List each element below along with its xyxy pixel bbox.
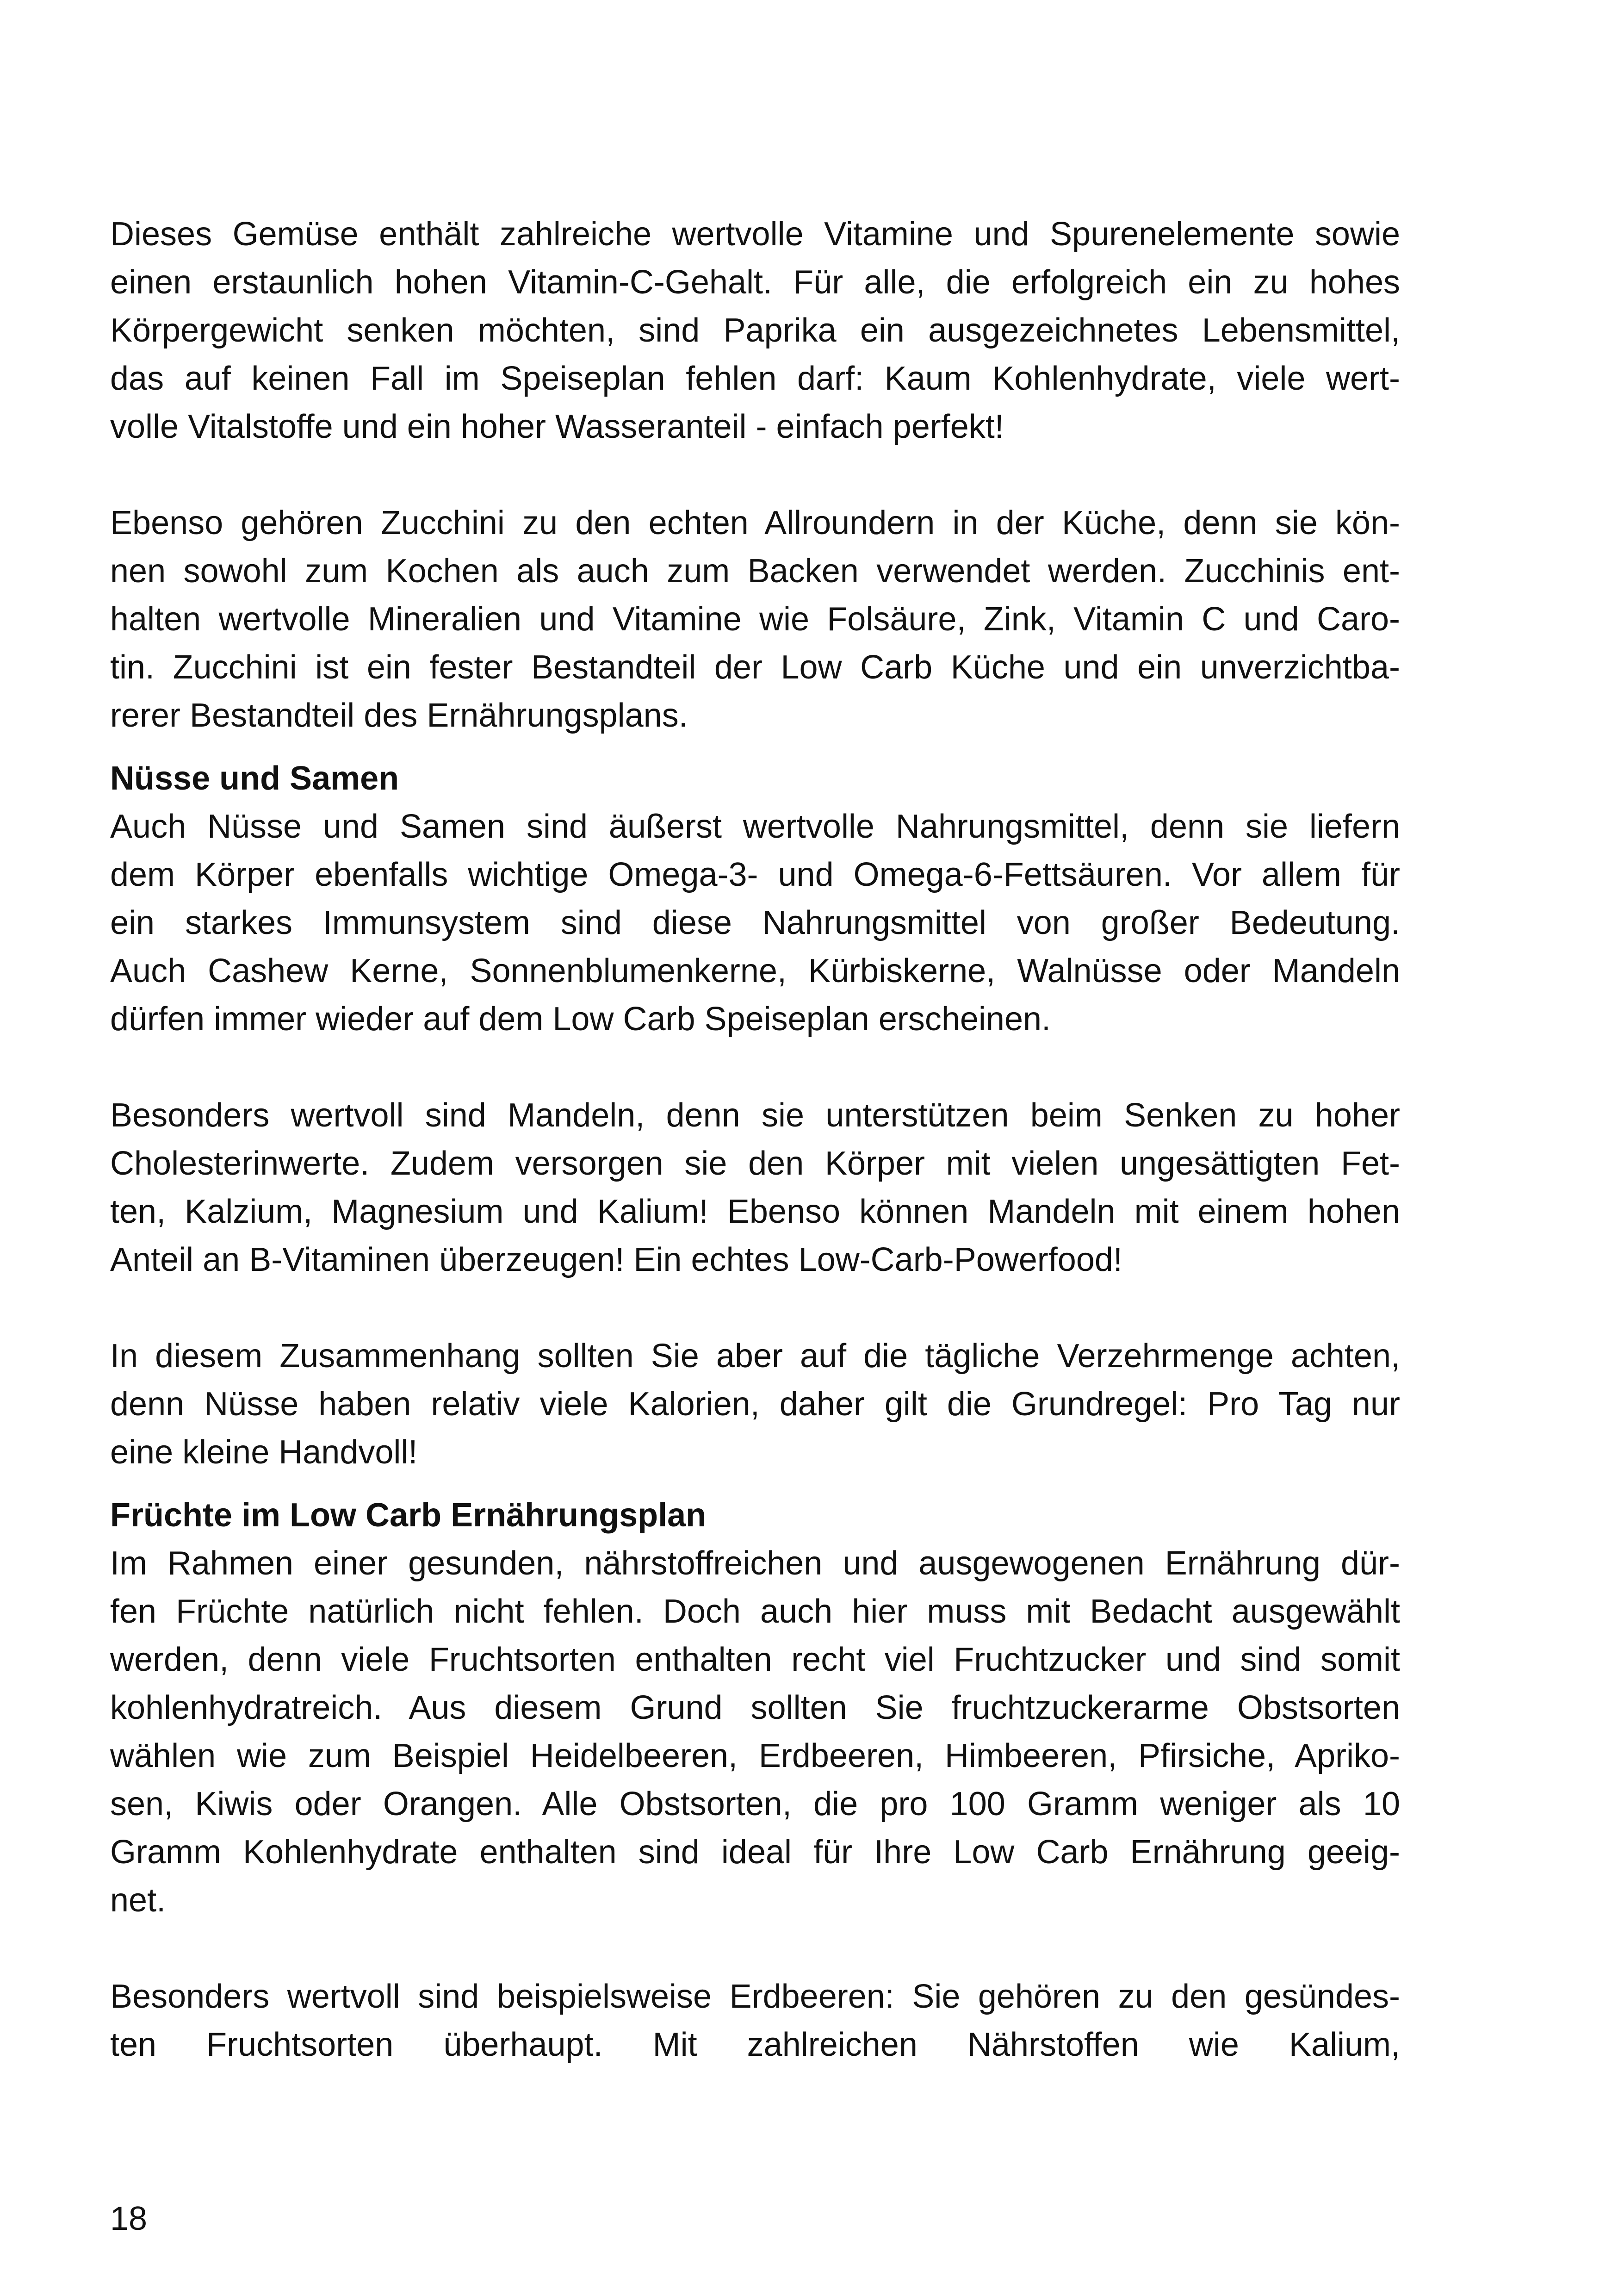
text-line: wählen wie zum Beispiel Heidelbeeren, Erdbeeren, Himbeeren, Pfirsiche, Apriko- [110, 1737, 1400, 1774]
text-line: dürfen immer wieder auf dem Low Carb Speiseplan erscheinen. [110, 1001, 1051, 1038]
text-line: Cholesterinwerte. Zudem versorgen sie den Körper mit vielen ungesättigten Fet- [110, 1145, 1400, 1182]
text-line: Besonders wertvoll sind Mandeln, denn sie unterstützen beim Senken zu hoher [110, 1097, 1400, 1134]
paragraph-gap [110, 1924, 1400, 1972]
paragraph-gap [110, 1043, 1400, 1091]
text-line: einen erstaunlich hohen Vitamin-C-Gehalt. Für alle, die erfolgreich ein zu hohes [110, 264, 1400, 301]
text-line: Im Rahmen einer gesunden, nährstoffreichen und ausgewogenen Ernährung dür- [110, 1545, 1400, 1582]
paragraph-strawberries [110, 1972, 1400, 2069]
text-line: Dieses Gemüse enthält zahlreiche wertvolle Vitamine und Spurenelemente sowie [110, 216, 1400, 253]
text-line: rerer Bestandteil des Ernährungsplans. [110, 697, 688, 734]
text-line: dem Körper ebenfalls wichtige Omega-3- und Omega-6-Fettsäuren. Vor allem für [110, 856, 1400, 893]
paragraph-gap [110, 451, 1400, 499]
heading-gap [110, 740, 1400, 754]
text-line: sen, Kiwis oder Orangen. Alle Obstsorten, die pro 100 Gramm weniger als 10 [110, 1786, 1400, 1823]
text-line: ein starkes Immunsystem sind diese Nahrungsmittel von großer Bedeutung. [110, 904, 1400, 941]
paragraph-gap [110, 1284, 1400, 1332]
text-line: Körpergewicht senken möchten, sind Paprika ein ausgezeichnetes Lebensmittel, [110, 312, 1400, 349]
text-line: ten, Kalzium, Magnesium und Kalium! Ebenso können Mandeln mit einem hohen [110, 1193, 1400, 1230]
page-body [110, 210, 1400, 2069]
text-line: werden, denn viele Fruchtsorten enthalten recht viel Fruchtzucker und sind somit [110, 1641, 1400, 1678]
text-line: In diesem Zusammenhang sollten Sie aber auf die tägliche Verzehrmenge achten, [110, 1338, 1400, 1375]
text-line: fen Früchte natürlich nicht fehlen. Doch auch hier muss mit Bedacht ausgewählt [110, 1593, 1400, 1630]
text-line: net. [110, 1882, 166, 1919]
text-line: volle Vitalstoffe und ein hoher Wasseranteil - einfach perfekt! [110, 408, 1004, 445]
text-line: tin. Zucchini ist ein fester Bestandteil der Low Carb Küche und ein unverzichtba- [110, 649, 1400, 686]
paragraph-zucchini [110, 499, 1400, 740]
text-line: Besonders wertvoll sind beispielsweise Erdbeeren: Sie gehören zu den gesündes- [110, 1978, 1400, 2015]
section-heading-fruits: Früchte im Low Carb Ernährungsplan [110, 1497, 707, 1534]
text-line: halten wertvolle Mineralien und Vitamine wie Folsäure, Zink, Vitamin C und Caro- [110, 601, 1400, 638]
text-line: kohlenhydratreich. Aus diesem Grund sollten Sie fruchtzuckerarme Obstsorten [110, 1689, 1400, 1726]
paragraph-daily-amount [110, 1332, 1400, 1476]
paragraph-fruits [110, 1539, 1400, 1924]
text-line: denn Nüsse haben relativ viele Kalorien, daher gilt die Grundregel: Pro Tag nur [110, 1386, 1400, 1423]
text-line: Auch Cashew Kerne, Sonnenblumenkerne, Kürbiskerne, Walnüsse oder Mandeln [110, 952, 1400, 989]
heading-gap [110, 1476, 1400, 1491]
page-number: 18 [110, 2200, 148, 2237]
paragraph-nuts-intro [110, 803, 1400, 1043]
text-line: Ebenso gehören Zucchini zu den echten Allroundern in der Küche, denn sie kön- [110, 504, 1400, 541]
text-line: nen sowohl zum Kochen als auch zum Backen verwendet werden. Zucchinis ent- [110, 553, 1400, 590]
paragraph-almonds [110, 1091, 1400, 1284]
text-line: Gramm Kohlenhydrate enthalten sind ideal für Ihre Low Carb Ernährung geeig- [110, 1834, 1400, 1871]
paragraph-paprika [110, 210, 1400, 451]
text-line: eine kleine Handvoll! [110, 1434, 418, 1471]
text-line: das auf keinen Fall im Speiseplan fehlen darf: Kaum Kohlenhydrate, viele wert- [110, 360, 1400, 397]
text-line: Anteil an B-Vitaminen überzeugen! Ein echtes Low-Carb-Powerfood! [110, 1241, 1122, 1278]
section-heading-nuts: Nüsse und Samen [110, 760, 399, 797]
text-line: ten Fruchtsorten überhaupt. Mit zahlreichen Nährstoffen wie Kalium, [110, 2026, 1400, 2063]
text-line: Auch Nüsse und Samen sind äußerst wertvolle Nahrungsmittel, denn sie liefern [110, 808, 1400, 845]
